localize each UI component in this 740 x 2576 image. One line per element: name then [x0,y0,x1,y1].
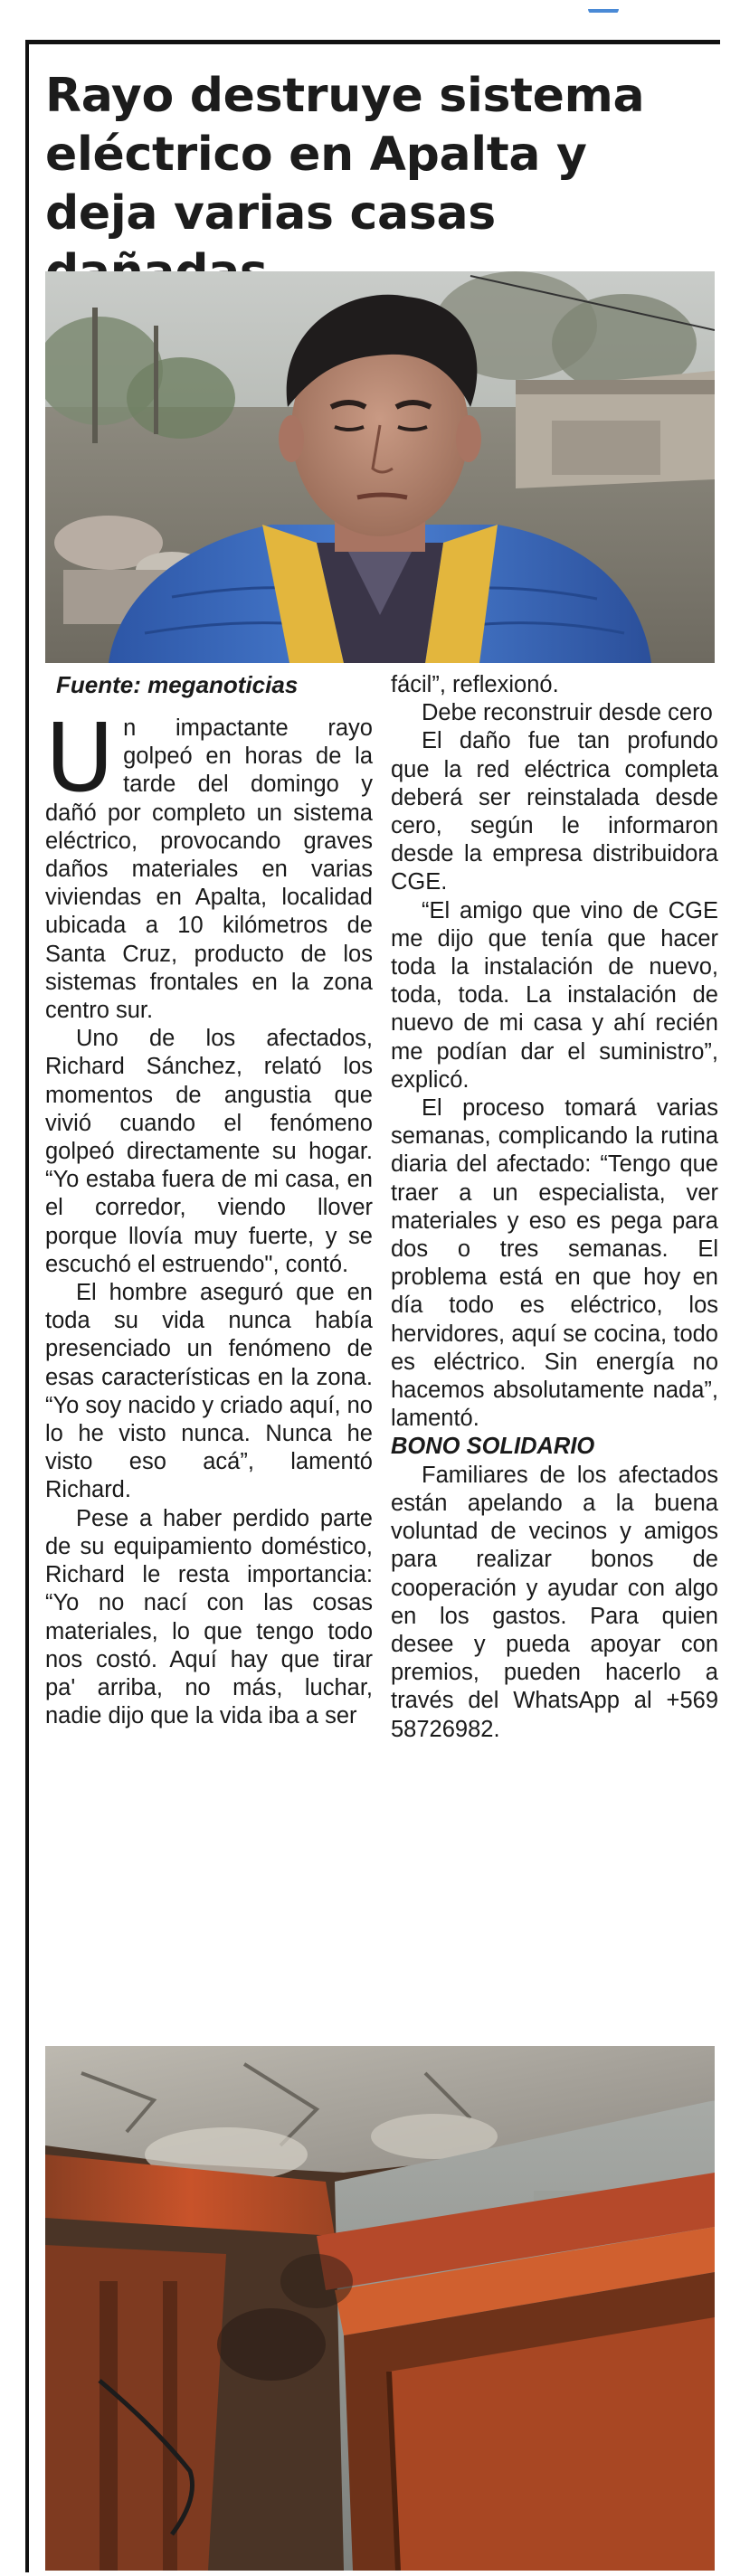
article-subhead: BONO SOLIDARIO [391,1434,595,1460]
article-paragraph: Pese a haber perdido parte de su equipamiento doméstico, Richard le resta importancia: “Yo no nací con las cosas materiales, lo que tengo todo nos costó. Aquí hay que tirar pa' arriba, no más, luchar, nadie dijo que la vida iba a ser [45,1505,373,1729]
article-paragraph: “El amigo que vino de CGE me dijo que tenía que hacer toda la instalación de nuevo, toda, toda. La instalación de nuevo de mi casa y ahí recién me podían dar el suministro”, explicó. [391,897,718,1093]
article-paragraph: Uno de los afectados, Richard Sánchez, relató los momentos de angustia que vivió cuando el fenómeno golpeó directamente su hogar. “Yo estaba fuera de mi casa, en el corredor, viendo llover porque llovía muy fuerte, y se escuchó el estruendo", contó. [45,1026,373,1277]
article-paragraph: Familiares de los afectados están apelando a la buena voluntad de vecinos y amigos para realizar bonos de cooperación y ayudar con algo en los gastos. Para quien desee y pueda apoyar con premios, pueden hacerlo a través del WhatsApp al +569 58726982. [391,1462,718,1742]
article-paragraph-continuation: fácil”, reflexionó. [391,672,559,697]
article-column-left [45,703,373,1730]
article-photo-damage [45,2046,715,2571]
article-paragraph: El daño fue tan profundo que la red eléctrica completa deberá ser reinstalada desde cero, según le informaron desde la empresa distribuidora CGE. [391,728,718,895]
photo-caption: Fuente: meganoticias [56,671,299,698]
article-paragraph: El proceso tomará varias semanas, complicando la rutina diaria del afectado: “Tengo que traer a un especialista, ver materiales y eso es pega para dos o tres semanas. El problema está en que hoy en día todo es eléctrico, los hervidores, aquí se cocina, todo es eléctrico. Sin energía no hacemos absolutamente nada”, lamentó. [391,1095,718,1432]
article-paragraph: Un impactante rayo golpeó en horas de la tarde del domingo y dañó por completo un sistema eléctrico, provocando graves daños materiales en varias viviendas en Apalta, localidad ubicada a 10 kilómetros de Santa Cruz, producto de los sistemas frontales en la zona centro sur. [45,703,373,1024]
previous-page-fragment [0,0,740,13]
article-paragraph: El hombre aseguró que en toda su vida nunca había presenciado un fenómeno de esas características en la zona. “Yo soy nacido y criado aquí, no lo he visto nunca. Nunca he visto eso acá”, lamentó Richard. [45,1280,373,1503]
article-top-rule [25,40,720,44]
article-paragraph: Debe reconstruir desde cero [422,700,713,726]
cropped-logo-fragment [588,0,619,13]
article-column-right [391,671,718,1744]
article-headline: Rayo destruye sistema eléctrico en Apalta y deja varias casas [45,69,645,241]
article-photo-man [45,271,715,663]
article-left-rule [25,40,29,2572]
